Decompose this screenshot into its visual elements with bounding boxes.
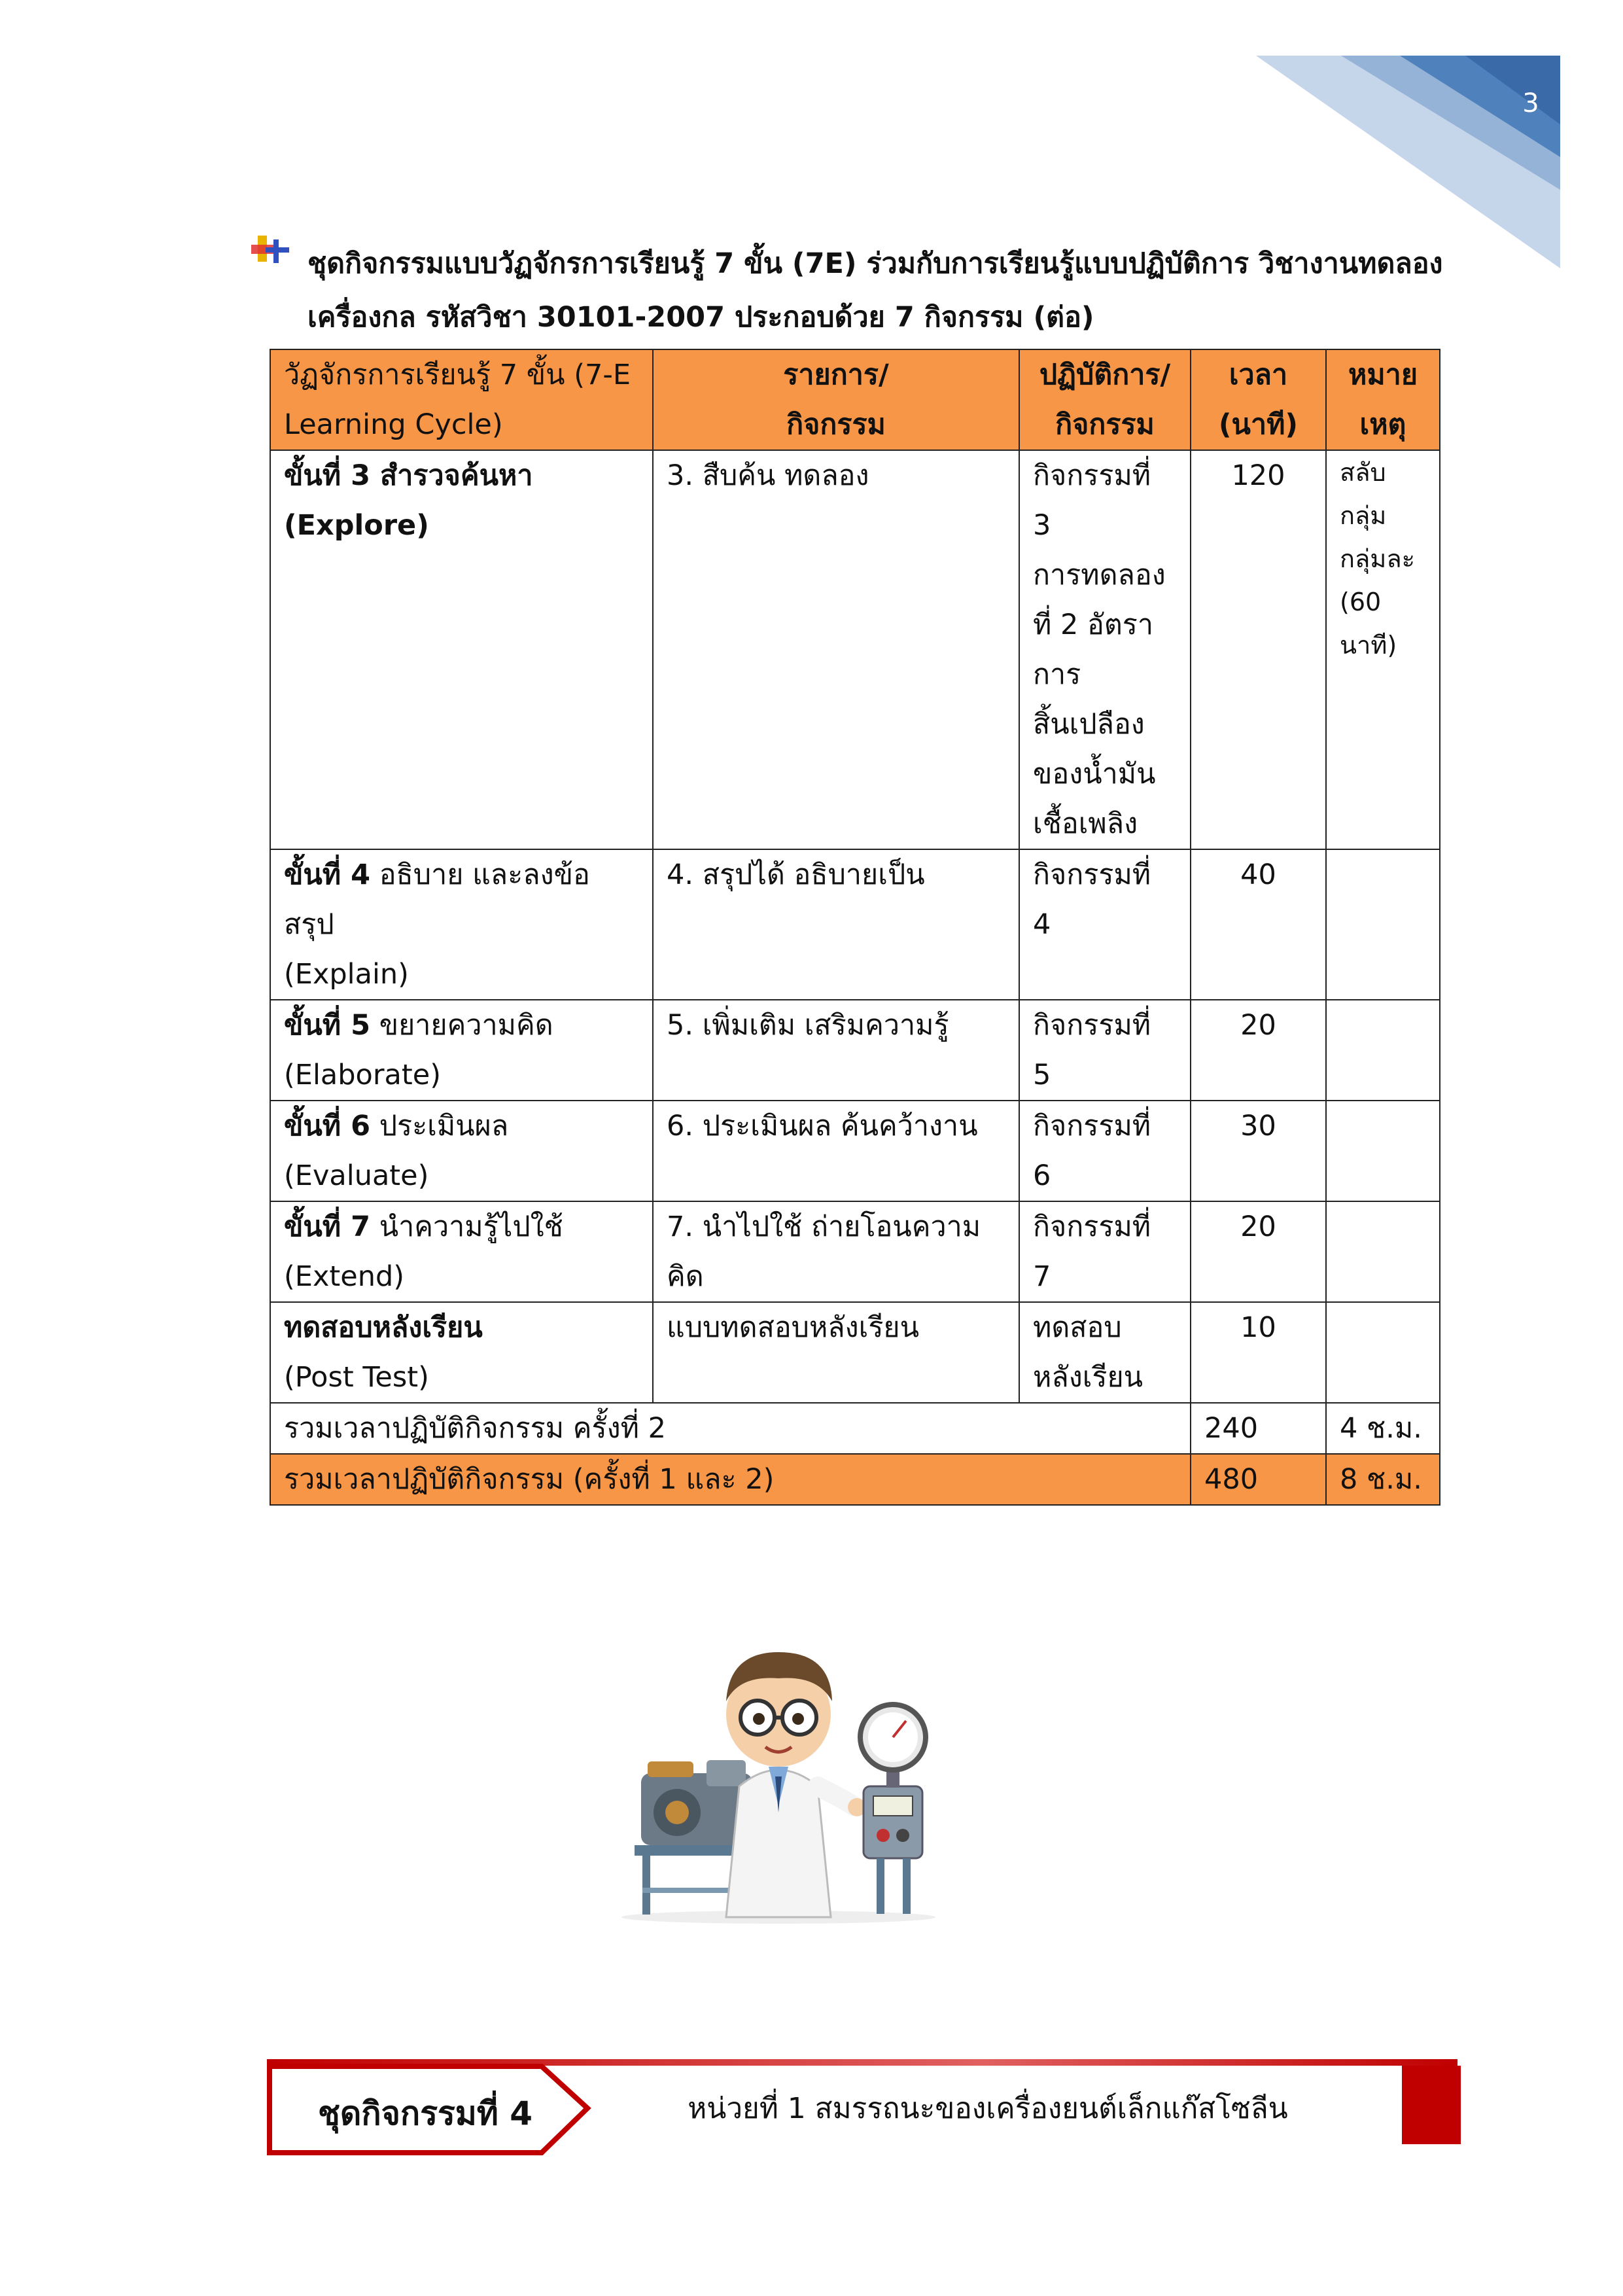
header-cycle: วัฏจักรการเรียนรู้ 7 ขั้น (7-E Learning Cycle)	[270, 349, 653, 450]
time-cell: 40	[1191, 849, 1326, 1000]
header-note: หมาย เหตุ	[1326, 349, 1440, 450]
bullet-icon	[250, 230, 296, 276]
footer-accent-block	[1402, 2066, 1461, 2144]
practice-cell: กิจกรรมที่ 7	[1019, 1201, 1191, 1302]
time-cell: 120	[1191, 450, 1326, 849]
heading-line-2: เครื่องกล รหัสวิชา 30101-2007 ประกอบด้วย 7 กิจกรรม (ต่อ)	[307, 301, 1094, 334]
total-label: รวมเวลาปฏิบัติกิจกรรม (ครั้งที่ 1 และ 2)	[270, 1454, 1191, 1505]
practice-cell: ทดสอบ หลังเรียน	[1019, 1302, 1191, 1403]
table-row	[270, 1101, 1440, 1201]
total-minutes: 480	[1191, 1454, 1326, 1505]
time-cell: 20	[1191, 1201, 1326, 1302]
item-cell: 5. เพิ่มเติม เสริมความรู้	[653, 1000, 1019, 1101]
table-row	[270, 1000, 1440, 1101]
practice-cell: กิจกรรมที่ 4	[1019, 849, 1191, 1000]
stage-cell: ขั้นที่ 5 ขยายความคิด (Elaborate)	[270, 1000, 653, 1101]
header-time: เวลา (นาที)	[1191, 349, 1326, 450]
practice-cell: กิจกรรมที่ 5	[1019, 1000, 1191, 1101]
summary-row-session-2	[270, 1403, 1440, 1454]
stage-cell: ขั้นที่ 7 นำความรู้ไปใช้ (Extend)	[270, 1201, 653, 1302]
note-cell	[1326, 1101, 1440, 1201]
summary-minutes: 240	[1191, 1403, 1326, 1454]
total-hours: 8 ช.ม.	[1326, 1454, 1440, 1505]
table-header-row	[270, 349, 1440, 450]
practice-cell: กิจกรรมที่ 3 การทดลอง ที่ 2 อัตรา การ สิ้นเปลือง ของน้ำมัน เชื้อเพลิง	[1019, 450, 1191, 849]
heading-line-1: ชุดกิจกรรมแบบวัฏจักรการเรียนรู้ 7 ขั้น (7E) ร่วมกับการเรียนรู้แบบปฏิบัติการ วิชางานทดลอง	[307, 247, 1443, 280]
table-row	[270, 1302, 1440, 1403]
table-row	[270, 849, 1440, 1000]
summary-label: รวมเวลาปฏิบัติกิจกรรม ครั้งที่ 2	[270, 1403, 1191, 1454]
note-cell	[1326, 1201, 1440, 1302]
note-cell	[1326, 1302, 1440, 1403]
item-cell: 6. ประเมินผล ค้นคว้างาน	[653, 1101, 1019, 1201]
note-cell: สลับ กลุ่ม กลุ่มละ (60 นาที)	[1326, 450, 1440, 849]
time-cell: 30	[1191, 1101, 1326, 1201]
time-cell: 10	[1191, 1302, 1326, 1403]
section-heading	[307, 237, 1459, 344]
item-cell: 7. นำไปใช้ ถ่ายโอนความคิด	[653, 1201, 1019, 1302]
note-cell	[1326, 1000, 1440, 1101]
table-row	[270, 450, 1440, 849]
item-cell: 4. สรุปได้ อธิบายเป็น	[653, 849, 1019, 1000]
stage-cell: ขั้นที่ 6 ประเมินผล (Evaluate)	[270, 1101, 653, 1201]
item-cell: 3. สืบค้น ทดลอง	[653, 450, 1019, 849]
scientist-illustration	[608, 1590, 949, 1930]
summary-row-total	[270, 1454, 1440, 1505]
footer-activity-label: ชุดกิจกรรมที่ 4	[317, 2094, 533, 2132]
activity-table	[270, 349, 1440, 1506]
page-number: 3	[1522, 88, 1539, 118]
header-items: รายการ/ กิจกรรม	[653, 349, 1019, 450]
stage-cell: ขั้นที่ 3 สำรวจค้นหา (Explore)	[270, 450, 653, 849]
table-row	[270, 1201, 1440, 1302]
practice-cell: กิจกรรมที่ 6	[1019, 1101, 1191, 1201]
stage-cell: ทดสอบหลังเรียน (Post Test)	[270, 1302, 653, 1403]
footer-unit-label: หน่วยที่ 1 สมรรถนะของเครื่องยนต์เล็กแก๊สโซลีน	[688, 2092, 1288, 2125]
header-practice: ปฏิบัติการ/ กิจกรรม	[1019, 349, 1191, 450]
stage-cell: ขั้นที่ 4 อธิบาย และลงข้อสรุป (Explain)	[270, 849, 653, 1000]
item-cell: แบบทดสอบหลังเรียน	[653, 1302, 1019, 1403]
note-cell	[1326, 849, 1440, 1000]
summary-hours: 4 ช.ม.	[1326, 1403, 1440, 1454]
time-cell: 20	[1191, 1000, 1326, 1101]
